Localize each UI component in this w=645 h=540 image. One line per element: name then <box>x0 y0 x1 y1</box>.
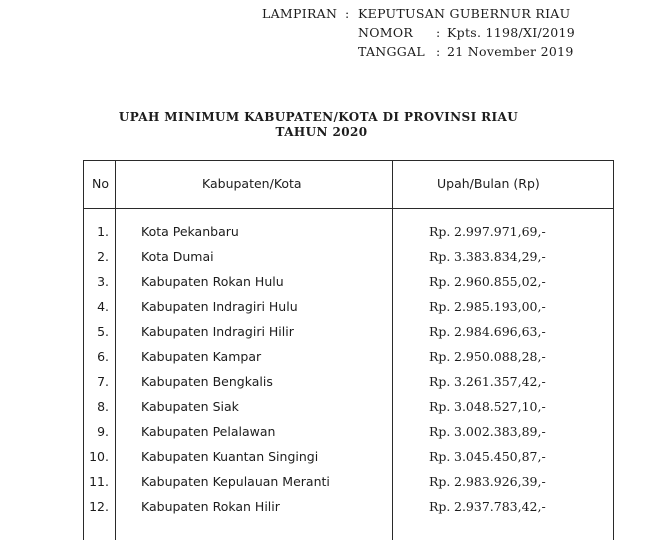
currency-label: Rp. <box>429 274 451 289</box>
table-row <box>83 249 614 274</box>
table-row <box>83 499 614 524</box>
table-row <box>83 274 614 299</box>
region-name: Kabupaten Rokan Hulu <box>141 274 284 289</box>
row-number: 4. <box>97 299 109 314</box>
wage-table <box>83 160 614 540</box>
tanggal-colon: : <box>436 44 441 59</box>
currency-label: Rp. <box>429 299 451 314</box>
tanggal-label: TANGGAL <box>358 44 426 59</box>
table-row <box>83 324 614 349</box>
row-number: 11. <box>89 474 109 489</box>
wage-amount: 2.983.926,39,- <box>454 474 546 489</box>
currency-label: Rp. <box>429 324 451 339</box>
table-header-border <box>83 208 614 209</box>
table-row <box>83 474 614 499</box>
table-row <box>83 299 614 324</box>
wage-amount: 3.048.527,10,- <box>454 399 546 414</box>
region-name: Kabupaten Rokan Hilir <box>141 499 280 514</box>
row-number: 2. <box>97 249 109 264</box>
currency-label: Rp. <box>429 399 451 414</box>
region-name: Kabupaten Bengkalis <box>141 374 273 389</box>
currency-label: Rp. <box>429 449 451 464</box>
currency-label: Rp. <box>429 224 451 239</box>
region-name: Kabupaten Pelalawan <box>141 424 276 439</box>
wage-amount: 2.960.855,02,- <box>454 274 546 289</box>
row-number: 8. <box>97 399 109 414</box>
row-number: 10. <box>89 449 109 464</box>
row-number: 6. <box>97 349 109 364</box>
currency-label: Rp. <box>429 474 451 489</box>
region-name: Kabupaten Kampar <box>141 349 262 364</box>
currency-label: Rp. <box>429 249 451 264</box>
table-row <box>83 224 614 249</box>
wage-amount: 2.950.088,28,- <box>454 349 546 364</box>
table-row <box>83 424 614 449</box>
lampiran-colon: : <box>345 6 350 21</box>
wage-amount: 3.261.357,42,- <box>454 374 546 389</box>
row-number: 12. <box>89 499 109 514</box>
nomor-colon: : <box>436 25 441 40</box>
nomor-label: NOMOR <box>358 25 414 40</box>
region-name: Kabupaten Kepulauan Meranti <box>141 474 330 489</box>
column-header-name: Kabupaten/Kota <box>202 176 302 191</box>
wage-amount: 2.985.193,00,- <box>454 299 546 314</box>
column-header-no: No <box>92 176 109 191</box>
region-name: Kabupaten Indragiri Hulu <box>141 299 298 314</box>
row-number: 7. <box>97 374 109 389</box>
wage-amount: 2.984.696,63,- <box>454 324 546 339</box>
wage-amount: 2.997.971,69,- <box>454 224 546 239</box>
region-name: Kota Pekanbaru <box>141 224 239 239</box>
document-year: TAHUN 2020 <box>275 125 368 139</box>
row-number: 1. <box>97 224 109 239</box>
row-number: 9. <box>97 424 109 439</box>
table-top-border <box>83 160 614 161</box>
table-row <box>83 349 614 374</box>
wage-amount: 3.002.383,89,- <box>454 424 546 439</box>
table-row <box>83 449 614 474</box>
currency-label: Rp. <box>429 374 451 389</box>
region-name: Kota Dumai <box>141 249 214 264</box>
region-name: Kabupaten Kuantan Singingi <box>141 449 319 464</box>
wage-amount: 3.383.834,29,- <box>454 249 546 264</box>
table-row <box>83 399 614 424</box>
lampiran-value: KEPUTUSAN GUBERNUR RIAU <box>358 6 571 21</box>
document-title: UPAH MINIMUM KABUPATEN/KOTA DI PROVINSI RIAU <box>118 110 519 124</box>
wage-amount: 2.937.783,42,- <box>454 499 546 514</box>
currency-label: Rp. <box>429 349 451 364</box>
region-name: Kabupaten Indragiri Hilir <box>141 324 294 339</box>
lampiran-label: LAMPIRAN <box>262 6 338 21</box>
tanggal-value: 21 November 2019 <box>447 44 574 59</box>
region-name: Kabupaten Siak <box>141 399 239 414</box>
currency-label: Rp. <box>429 424 451 439</box>
wage-amount: 3.045.450,87,- <box>454 449 546 464</box>
currency-label: Rp. <box>429 499 451 514</box>
table-row <box>83 374 614 399</box>
row-number: 3. <box>97 274 109 289</box>
column-header-wage: Upah/Bulan (Rp) <box>437 176 540 191</box>
nomor-value: Kpts. 1198/XI/2019 <box>447 25 576 40</box>
row-number: 5. <box>97 324 109 339</box>
